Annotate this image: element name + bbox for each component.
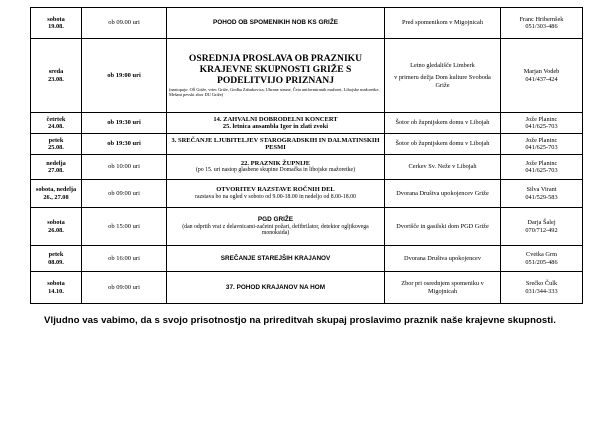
event-cell	[167, 113, 385, 134]
contact-name: Jože Planinc	[525, 159, 558, 167]
event-subtitle: 25. letnica ansambla Igor in zlati zvoki	[222, 123, 329, 131]
event-title: 14. ZAHVALNI DOBRODELNI KONCERT	[213, 115, 338, 123]
location-cell: Dvorana Društva upokojencev Griže	[385, 180, 501, 208]
event-subtitle: razstava bo na ogled v soboto od 9.00-18.00 in nedeljo od 8.00-18.00	[195, 193, 356, 200]
event-row	[31, 180, 583, 208]
contact-cell	[501, 39, 583, 113]
date: 26., 27.08	[43, 193, 69, 201]
contact-phone: 070/712-492	[525, 226, 558, 234]
event-cell	[167, 208, 385, 246]
contact-name: Jože Planinc	[525, 115, 558, 123]
location-alt: v primeru dežja Dom kulture Svoboda Griže	[394, 74, 491, 89]
contact-name: Darja Šalej	[527, 219, 556, 227]
event-cell	[167, 180, 385, 208]
date: 23.08.	[48, 75, 64, 83]
time-cell: ob 09.00 uri	[82, 8, 167, 39]
contact-name: Srečko Čulk	[525, 280, 558, 288]
event-subtitle: (po 15. uri nastop glasbene skupine Domačka in libojske mažoretke)	[195, 167, 356, 174]
date: 26.08.	[48, 226, 64, 234]
time-cell: ob 09:00 uri	[82, 180, 167, 208]
contact-cell	[501, 113, 583, 134]
closing-invitation: Vljudno vas vabimo, da s svojo prisotnostjo na prireditvah skupaj proslavimo praznik naše krajevne skupnosti.	[44, 315, 556, 326]
day-cell	[31, 180, 82, 208]
contact-cell	[501, 180, 583, 208]
weekday: nedelja	[46, 159, 66, 167]
date: 27.08.	[48, 167, 64, 174]
contact-name: Jože Planinc	[525, 136, 558, 144]
weekday: četrtek	[46, 115, 66, 123]
event-cell	[167, 39, 385, 113]
contact-cell	[501, 8, 583, 39]
contact-cell	[501, 246, 583, 272]
event-row	[31, 155, 583, 180]
weekday: sreda	[48, 68, 64, 76]
contact-phone: 041/625-703	[525, 123, 558, 130]
location-cell: Zbor pri osrednjem spomeniku v Migojnicah	[385, 272, 501, 304]
contact-phone: 041/625-703	[525, 144, 558, 151]
contact-name: Marjan Vodeb	[523, 68, 560, 76]
date: 19.08.	[48, 23, 64, 30]
event-title: OTVORITEV RAZSTAVE ROČNIH DEL	[216, 186, 335, 194]
day-cell	[31, 8, 82, 39]
location-cell: Dvorana Društva upokojencev	[385, 246, 501, 272]
date: 08.09.	[48, 258, 64, 266]
event-cell	[167, 155, 385, 180]
contact-name: Silva Virant	[526, 186, 557, 194]
event-title: POHOD OB SPOMENIKIH NOB KS GRIŽE	[213, 19, 338, 27]
event-note: (nastopajo: OŠ Griže, vrtec Griže, Godba Zabukovica, Ubrane strune, Četa uniformiranih mažoret, Libojske mažoretke, Mešani pevski zbor DU Griže)	[169, 86, 380, 97]
events-table	[30, 7, 583, 304]
day-cell	[31, 113, 82, 134]
location-cell: Pred spomenikom v Migojnicah	[385, 8, 501, 39]
event-row	[31, 8, 583, 39]
event-title: 37. POHOD KRAJANOV NA HOM	[225, 283, 326, 291]
weekday: sobota, nedelja	[35, 186, 77, 194]
time-cell: ob 16:00 uri	[82, 246, 167, 272]
day-cell	[31, 155, 82, 180]
contact-cell	[501, 134, 583, 155]
time-cell: ob 10:00 uri	[82, 155, 167, 180]
event-title: 3. SREČANJE LJUBITELJEV STAROGRADSKIH IN DALMATINSKIH PESMI	[171, 136, 380, 151]
event-cell	[167, 8, 385, 39]
time-cell: ob 19:30 uri	[82, 113, 167, 134]
event-cell	[167, 246, 385, 272]
event-cell	[167, 134, 385, 155]
contact-name: Franc Hribernšek	[519, 15, 564, 23]
location-cell	[385, 39, 501, 113]
time-cell: ob 15:00 uri	[82, 208, 167, 246]
date: 25.08.	[48, 144, 64, 151]
contact-cell	[501, 208, 583, 246]
contact-phone: 041/529-583	[525, 193, 558, 201]
contact-phone: 041/437-424	[525, 75, 558, 83]
event-row	[31, 113, 583, 134]
contact-phone: 051/205-486	[525, 258, 558, 266]
time-cell: ob 09:00 uri	[82, 272, 167, 304]
event-subtitle: (dan odprtih vrat z delavnicami-začetni požari, defibrilator, detektor ogljikovega monoksida)	[182, 223, 369, 237]
date: 24.08.	[48, 123, 64, 130]
event-row	[31, 272, 583, 304]
event-row	[31, 208, 583, 246]
event-title: OSREDNJA PROSLAVA OB PRAZNIKU KRAJEVNE SKUPNOSTI GRIŽE S PODELITVIJO PRIZNANJ	[188, 53, 363, 86]
contact-cell	[501, 272, 583, 304]
weekday: sobota	[47, 280, 65, 288]
day-cell	[31, 208, 82, 246]
weekday: sobota	[47, 219, 65, 227]
event-row	[31, 246, 583, 272]
contact-phone: 041/625-703	[525, 167, 558, 174]
date: 14.10.	[48, 287, 64, 295]
location-main: Letno gledališče Limberk	[410, 62, 475, 70]
weekday: petek	[48, 251, 64, 259]
time-cell: ob 19:30 uri	[82, 134, 167, 155]
location-cell: Cerkev Sv. Neže v Libojah	[385, 155, 501, 180]
day-cell	[31, 246, 82, 272]
time-cell: ob 19:00 uri	[82, 39, 167, 113]
contact-phone: 051/303-486	[525, 23, 558, 30]
event-title: SREČANJE STAREJŠIH KRAJANOV	[220, 254, 331, 262]
weekday: sobota	[47, 15, 65, 23]
contact-name: Cvetka Grm	[526, 251, 557, 259]
weekday: petek	[48, 136, 64, 144]
event-title: PGD GRIŽE	[257, 216, 294, 224]
location-cell: Šotor ob župnijskem domu v Libojah	[385, 113, 501, 134]
day-cell	[31, 272, 82, 304]
contact-cell	[501, 155, 583, 180]
location-cell: Dvorišče in gasilski dom PGD Griže	[385, 208, 501, 246]
event-cell	[167, 272, 385, 304]
day-cell	[31, 134, 82, 155]
event-row	[31, 39, 583, 113]
day-cell	[31, 39, 82, 113]
event-row	[31, 134, 583, 155]
contact-phone: 031/344-333	[525, 287, 558, 295]
event-title: 22. PRAZNIK ŽUPNIJE	[240, 159, 311, 167]
location-cell: Šotor ob župnijskem domu v Libojah	[385, 134, 501, 155]
